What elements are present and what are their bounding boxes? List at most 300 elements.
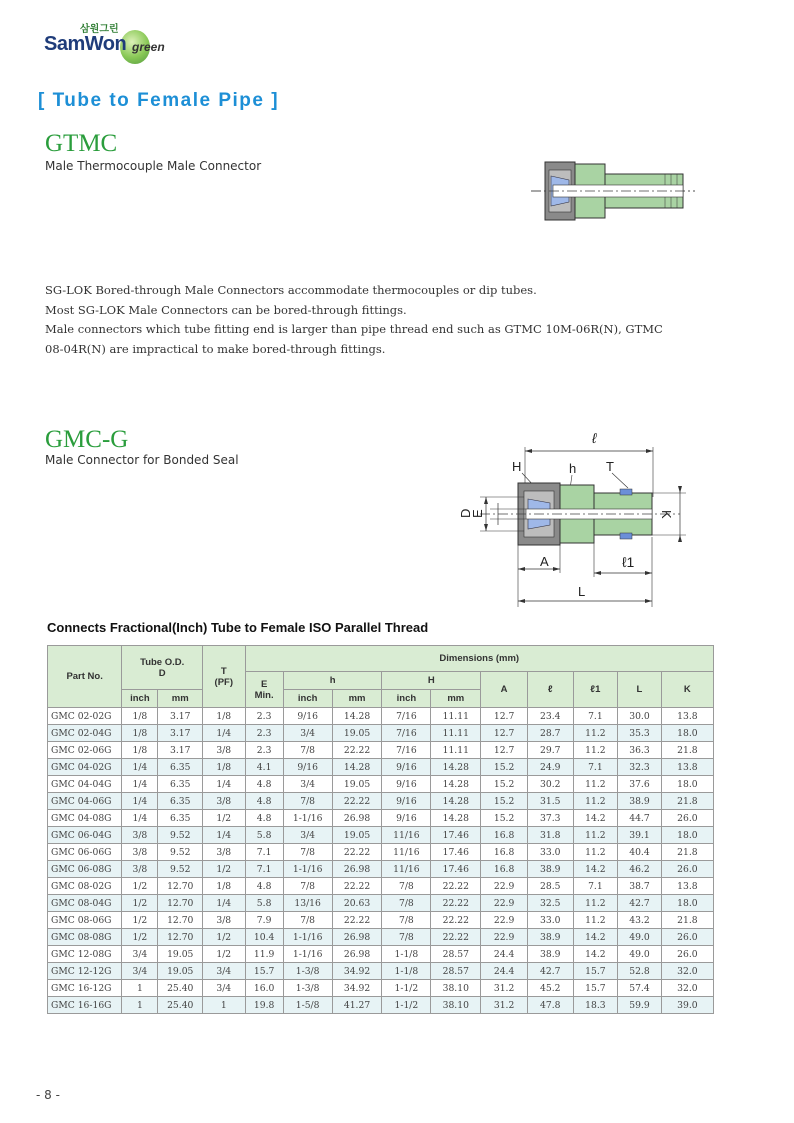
table-cell: 1/2 xyxy=(203,929,245,946)
gmcg-subtitle: Male Connector for Bonded Seal xyxy=(45,453,239,467)
table-cell: 10.4 xyxy=(245,929,283,946)
table-cell: 9/16 xyxy=(382,759,431,776)
table-cell: 21.8 xyxy=(661,844,713,861)
table-cell: 7/16 xyxy=(382,708,431,725)
table-cell: 19.05 xyxy=(332,827,382,844)
table-cell: 22.9 xyxy=(481,878,528,895)
gmcg-model-code: GMC-G xyxy=(45,426,129,453)
table-cell: 26.0 xyxy=(661,946,713,963)
header-k: K xyxy=(661,672,713,708)
table-cell: 11/16 xyxy=(382,861,431,878)
table-cell: 1-1/16 xyxy=(283,810,332,827)
table-cell: 6.35 xyxy=(158,776,203,793)
table-cell: 32.3 xyxy=(618,759,662,776)
table-cell: 3/8 xyxy=(122,861,158,878)
dim-label-K: K xyxy=(659,510,674,519)
table-cell: 1 xyxy=(122,980,158,997)
table-cell: 7/8 xyxy=(283,793,332,810)
table-cell: 1/4 xyxy=(122,776,158,793)
header-tube-od xyxy=(122,646,203,690)
dim-label-l: ℓ xyxy=(592,430,597,446)
table-cell: 11.2 xyxy=(573,895,618,912)
header-L: L xyxy=(618,672,662,708)
table-cell: 2.3 xyxy=(245,725,283,742)
table-cell: 1/2 xyxy=(122,895,158,912)
part-number-cell: GMC 04-02G xyxy=(48,759,122,776)
table-cell: 14.28 xyxy=(431,793,481,810)
table-cell: 33.0 xyxy=(527,912,573,929)
table-cell: 18.0 xyxy=(661,827,713,844)
table-cell: 26.98 xyxy=(332,861,382,878)
table-row xyxy=(48,708,714,725)
table-cell: 19.05 xyxy=(332,776,382,793)
dim-label-h: h xyxy=(569,461,577,476)
table-cell: 15.2 xyxy=(481,810,528,827)
table-cell: 26.0 xyxy=(661,810,713,827)
table-cell: 1/8 xyxy=(122,742,158,759)
table-cell: 15.2 xyxy=(481,776,528,793)
table-row xyxy=(48,793,714,810)
table-cell: 1-1/2 xyxy=(382,997,431,1014)
table-cell: 12.70 xyxy=(158,878,203,895)
table-cell: 47.8 xyxy=(527,997,573,1014)
table-row xyxy=(48,827,714,844)
table-cell: 1/2 xyxy=(203,946,245,963)
table-cell: 9.52 xyxy=(158,861,203,878)
table-cell: 11.2 xyxy=(573,844,618,861)
table-cell: 26.98 xyxy=(332,929,382,946)
table-cell: 7/8 xyxy=(382,878,431,895)
table-cell: 3.17 xyxy=(158,708,203,725)
table-cell: 7/8 xyxy=(283,742,332,759)
table-cell: 12.70 xyxy=(158,929,203,946)
table-cell: 1 xyxy=(122,997,158,1014)
table-cell: 38.9 xyxy=(618,793,662,810)
table-cell: 26.98 xyxy=(332,810,382,827)
table-cell: 3/4 xyxy=(283,725,332,742)
table-cell: 14.28 xyxy=(431,776,481,793)
table-cell: 1-3/8 xyxy=(283,980,332,997)
table-cell: 13.8 xyxy=(661,759,713,776)
table-cell: 9.52 xyxy=(158,827,203,844)
table-cell: 22.22 xyxy=(332,844,382,861)
table-cell: 1/2 xyxy=(122,878,158,895)
header-h-big: H xyxy=(382,672,481,690)
table-cell: 1-5/8 xyxy=(283,997,332,1014)
table-cell: 18.0 xyxy=(661,725,713,742)
table-cell: 24.4 xyxy=(481,946,528,963)
table-cell: 3.17 xyxy=(158,742,203,759)
table-cell: 11.11 xyxy=(431,708,481,725)
section-title: [ Tube to Female Pipe ] xyxy=(38,90,280,111)
table-row xyxy=(48,861,714,878)
table-cell: 1 xyxy=(203,997,245,1014)
table-cell: 3/4 xyxy=(122,946,158,963)
table-cell: 31.2 xyxy=(481,997,528,1014)
table-row xyxy=(48,742,714,759)
table-cell: 34.92 xyxy=(332,980,382,997)
table-cell: 5.8 xyxy=(245,895,283,912)
table-cell: 12.7 xyxy=(481,708,528,725)
table-cell: 38.9 xyxy=(527,861,573,878)
table-cell: 49.0 xyxy=(618,946,662,963)
dim-label-l1: ℓ1 xyxy=(622,554,635,570)
table-cell: 3/8 xyxy=(122,844,158,861)
part-number-cell: GMC 12-12G xyxy=(48,963,122,980)
table-row xyxy=(48,929,714,946)
table-cell: 3/4 xyxy=(203,963,245,980)
table-row xyxy=(48,759,714,776)
table-cell: 7.1 xyxy=(245,861,283,878)
table-cell: 22.22 xyxy=(431,895,481,912)
table-cell: 1/8 xyxy=(203,759,245,776)
table-cell: 7/8 xyxy=(382,912,431,929)
table-cell: 1/8 xyxy=(122,725,158,742)
table-cell: 3/4 xyxy=(203,980,245,997)
table-cell: 16.8 xyxy=(481,844,528,861)
gtmc-fitting-drawing xyxy=(525,152,700,230)
table-cell: 13/16 xyxy=(283,895,332,912)
table-cell: 18.0 xyxy=(661,895,713,912)
table-cell: 1-1/16 xyxy=(283,861,332,878)
table-cell: 38.10 xyxy=(431,980,481,997)
table-cell: 1/2 xyxy=(203,810,245,827)
table-cell: 12.7 xyxy=(481,725,528,742)
table-cell: 42.7 xyxy=(618,895,662,912)
header-tube-od-label: Tube O.D. xyxy=(140,656,185,668)
table-cell: 9/16 xyxy=(283,708,332,725)
header-e-sub: Min. xyxy=(254,689,274,701)
table-cell: 18.3 xyxy=(573,997,618,1014)
part-number-cell: GMC 08-02G xyxy=(48,878,122,895)
table-cell: 37.6 xyxy=(618,776,662,793)
table-cell: 11.2 xyxy=(573,742,618,759)
table-cell: 20.63 xyxy=(332,895,382,912)
header-inch: inch xyxy=(122,690,158,708)
table-cell: 1/4 xyxy=(203,725,245,742)
description-line: SG-LOK Bored-through Male Connectors accommodate thermocouples or dip tubes. xyxy=(45,283,537,297)
table-cell: 6.35 xyxy=(158,810,203,827)
header-t-sub: (PF) xyxy=(214,676,233,688)
table-cell: 16.0 xyxy=(245,980,283,997)
table-cell: 21.8 xyxy=(661,742,713,759)
table-cell: 14.2 xyxy=(573,861,618,878)
table-cell: 28.57 xyxy=(431,946,481,963)
table-cell: 1-3/8 xyxy=(283,963,332,980)
table-cell: 14.28 xyxy=(431,759,481,776)
table-row xyxy=(48,725,714,742)
table-cell: 15.2 xyxy=(481,759,528,776)
table-cell: 2.3 xyxy=(245,742,283,759)
table-cell: 40.4 xyxy=(618,844,662,861)
table-cell: 6.35 xyxy=(158,759,203,776)
table-cell: 16.8 xyxy=(481,827,528,844)
table-cell: 38.7 xyxy=(618,878,662,895)
table-cell: 22.22 xyxy=(431,929,481,946)
table-cell: 17.46 xyxy=(431,861,481,878)
table-cell: 24.9 xyxy=(527,759,573,776)
table-cell: 1-1/16 xyxy=(283,929,332,946)
logo-brand-text: SamWon xyxy=(44,33,127,55)
table-cell: 1/4 xyxy=(203,776,245,793)
table-cell: 1/4 xyxy=(122,810,158,827)
table-cell: 7.9 xyxy=(245,912,283,929)
table-cell: 1-1/16 xyxy=(283,946,332,963)
table-cell: 45.2 xyxy=(527,980,573,997)
part-number-cell: GMC 16-12G xyxy=(48,980,122,997)
header-inch: inch xyxy=(382,690,431,708)
table-cell: 1/8 xyxy=(122,708,158,725)
table-cell: 11/16 xyxy=(382,844,431,861)
table-cell: 1/2 xyxy=(122,929,158,946)
table-cell: 36.3 xyxy=(618,742,662,759)
table-cell: 32.5 xyxy=(527,895,573,912)
table-cell: 17.46 xyxy=(431,827,481,844)
table-cell: 4.1 xyxy=(245,759,283,776)
header-l1: ℓ1 xyxy=(573,672,618,708)
part-number-cell: GMC 12-08G xyxy=(48,946,122,963)
header-e-label: E xyxy=(260,678,268,690)
part-number-cell: GMC 08-04G xyxy=(48,895,122,912)
table-cell: 29.7 xyxy=(527,742,573,759)
table-cell: 11.9 xyxy=(245,946,283,963)
table-cell: 21.8 xyxy=(661,912,713,929)
table-cell: 1-1/8 xyxy=(382,946,431,963)
table-cell: 46.2 xyxy=(618,861,662,878)
part-number-cell: GMC 16-16G xyxy=(48,997,122,1014)
table-cell: 3.17 xyxy=(158,725,203,742)
part-number-cell: GMC 06-08G xyxy=(48,861,122,878)
table-cell: 24.4 xyxy=(481,963,528,980)
logo-korean-text: 삼원그린 xyxy=(80,24,119,35)
header-mm: mm xyxy=(332,690,382,708)
table-cell: 22.22 xyxy=(431,878,481,895)
table-cell: 9/16 xyxy=(382,810,431,827)
table-cell: 11.2 xyxy=(573,912,618,929)
table-cell: 11.2 xyxy=(573,725,618,742)
table-cell: 30.2 xyxy=(527,776,573,793)
table-cell: 4.8 xyxy=(245,793,283,810)
table-cell: 19.05 xyxy=(158,946,203,963)
header-dimensions: Dimensions (mm) xyxy=(245,646,714,672)
table-cell: 31.5 xyxy=(527,793,573,810)
table-cell: 1/8 xyxy=(203,708,245,725)
logo-suffix-text: green xyxy=(132,40,165,54)
table-cell: 4.8 xyxy=(245,810,283,827)
header-t xyxy=(203,646,245,708)
gtmc-subtitle: Male Thermocouple Male Connector xyxy=(45,159,262,173)
table-cell: 22.22 xyxy=(431,912,481,929)
description-line: Male connectors which tube fitting end is larger than pipe thread end such as GTMC 10M-06R(N), GTMC xyxy=(45,322,663,336)
dimensions-table xyxy=(47,645,714,1014)
table-cell: 22.22 xyxy=(332,742,382,759)
header-t-label: T xyxy=(220,665,227,677)
table-cell: 7/8 xyxy=(283,912,332,929)
table-cell: 15.7 xyxy=(573,963,618,980)
page-number: - 8 - xyxy=(36,1088,60,1102)
table-row xyxy=(48,963,714,980)
table-cell: 18.0 xyxy=(661,776,713,793)
table-cell: 15.7 xyxy=(245,963,283,980)
company-logo xyxy=(44,20,184,70)
part-number-cell: GMC 04-06G xyxy=(48,793,122,810)
table-cell: 11.2 xyxy=(573,776,618,793)
part-number-cell: GMC 02-06G xyxy=(48,742,122,759)
table-cell: 4.8 xyxy=(245,878,283,895)
header-tube-od-symbol: D xyxy=(158,667,166,679)
table-cell: 14.28 xyxy=(332,708,382,725)
table-cell: 1-1/2 xyxy=(382,980,431,997)
table-cell: 9/16 xyxy=(283,759,332,776)
table-cell: 15.7 xyxy=(573,980,618,997)
table-cell: 7.1 xyxy=(573,708,618,725)
table-cell: 38.9 xyxy=(527,929,573,946)
part-number-cell: GMC 02-02G xyxy=(48,708,122,725)
table-cell: 52.8 xyxy=(618,963,662,980)
table-cell: 41.27 xyxy=(332,997,382,1014)
description-line: Most SG-LOK Male Connectors can be bored-through fittings. xyxy=(45,302,407,317)
table-cell: 39.1 xyxy=(618,827,662,844)
table-cell: 2.3 xyxy=(245,708,283,725)
table-cell: 1-1/8 xyxy=(382,963,431,980)
table-cell: 31.8 xyxy=(527,827,573,844)
gtmc-model-code: GTMC xyxy=(45,130,118,157)
table-cell: 21.8 xyxy=(661,793,713,810)
header-part-no: Part No. xyxy=(48,646,122,708)
table-cell: 1/2 xyxy=(203,861,245,878)
header-mm: mm xyxy=(431,690,481,708)
table-cell: 25.40 xyxy=(158,997,203,1014)
table-cell: 22.22 xyxy=(332,912,382,929)
table-cell: 7/16 xyxy=(382,742,431,759)
table-cell: 28.5 xyxy=(527,878,573,895)
header-mm: mm xyxy=(158,690,203,708)
table-cell: 15.2 xyxy=(481,793,528,810)
table-cell: 22.9 xyxy=(481,912,528,929)
table-cell: 7.1 xyxy=(573,878,618,895)
gmcg-dimension-drawing xyxy=(440,425,690,610)
table-row xyxy=(48,997,714,1014)
table-cell: 17.46 xyxy=(431,844,481,861)
table-cell: 1/4 xyxy=(122,759,158,776)
dim-label-A: A xyxy=(540,554,549,569)
table-cell: 1/2 xyxy=(122,912,158,929)
table-row xyxy=(48,980,714,997)
header-inch: inch xyxy=(283,690,332,708)
table-title: Connects Fractional(Inch) Tube to Female ISO Parallel Thread xyxy=(47,620,429,635)
table-cell: 1/4 xyxy=(203,827,245,844)
table-row xyxy=(48,776,714,793)
table-cell: 30.0 xyxy=(618,708,662,725)
table-body xyxy=(48,708,714,1014)
table-cell: 37.3 xyxy=(527,810,573,827)
part-number-cell: GMC 08-06G xyxy=(48,912,122,929)
table-cell: 3/8 xyxy=(203,912,245,929)
table-row xyxy=(48,912,714,929)
table-cell: 11.11 xyxy=(431,725,481,742)
table-cell: 26.98 xyxy=(332,946,382,963)
table-row xyxy=(48,844,714,861)
table-cell: 7/8 xyxy=(283,844,332,861)
part-number-cell: GMC 06-04G xyxy=(48,827,122,844)
description-line: 08-04R(N) are impractical to make bored-through fittings. xyxy=(45,341,386,356)
table-cell: 22.22 xyxy=(332,793,382,810)
table-cell: 16.8 xyxy=(481,861,528,878)
table-cell: 12.70 xyxy=(158,912,203,929)
table-cell: 32.0 xyxy=(661,963,713,980)
table-cell: 7/16 xyxy=(382,725,431,742)
table-cell: 12.70 xyxy=(158,895,203,912)
table-cell: 11.11 xyxy=(431,742,481,759)
table-cell: 9/16 xyxy=(382,793,431,810)
table-cell: 38.9 xyxy=(527,946,573,963)
table-cell: 9/16 xyxy=(382,776,431,793)
table-cell: 44.7 xyxy=(618,810,662,827)
part-number-cell: GMC 08-08G xyxy=(48,929,122,946)
dim-label-H: H xyxy=(512,459,522,474)
table-cell: 38.10 xyxy=(431,997,481,1014)
table-cell: 13.8 xyxy=(661,878,713,895)
table-cell: 39.0 xyxy=(661,997,713,1014)
part-number-cell: GMC 04-04G xyxy=(48,776,122,793)
table-cell: 11/16 xyxy=(382,827,431,844)
table-cell: 1/4 xyxy=(203,895,245,912)
table-cell: 3/8 xyxy=(203,844,245,861)
table-cell: 28.7 xyxy=(527,725,573,742)
header-e xyxy=(245,672,283,708)
table-cell: 3/8 xyxy=(203,742,245,759)
table-cell: 7/8 xyxy=(382,895,431,912)
header-h-small: h xyxy=(283,672,382,690)
table-row xyxy=(48,895,714,912)
table-cell: 57.4 xyxy=(618,980,662,997)
table-cell: 49.0 xyxy=(618,929,662,946)
table-cell: 14.28 xyxy=(431,810,481,827)
table-cell: 3/8 xyxy=(203,793,245,810)
table-cell: 12.7 xyxy=(481,742,528,759)
part-number-cell: GMC 04-08G xyxy=(48,810,122,827)
table-cell: 26.0 xyxy=(661,929,713,946)
table-cell: 3/4 xyxy=(283,827,332,844)
table-cell: 22.9 xyxy=(481,929,528,946)
dim-label-D: D xyxy=(458,508,473,518)
table-cell: 14.2 xyxy=(573,946,618,963)
table-cell: 35.3 xyxy=(618,725,662,742)
table-cell: 19.05 xyxy=(158,963,203,980)
table-cell: 19.8 xyxy=(245,997,283,1014)
header-a: A xyxy=(481,672,528,708)
table-cell: 32.0 xyxy=(661,980,713,997)
table-cell: 7/8 xyxy=(382,929,431,946)
table-cell: 5.8 xyxy=(245,827,283,844)
table-cell: 1/8 xyxy=(203,878,245,895)
header-l: ℓ xyxy=(527,672,573,708)
table-cell: 43.2 xyxy=(618,912,662,929)
dim-label-E: E xyxy=(470,509,485,518)
table-cell: 42.7 xyxy=(527,963,573,980)
table-cell: 3/4 xyxy=(283,776,332,793)
table-cell: 28.57 xyxy=(431,963,481,980)
table-cell: 34.92 xyxy=(332,963,382,980)
table-cell: 14.2 xyxy=(573,929,618,946)
table-cell: 7.1 xyxy=(245,844,283,861)
part-number-cell: GMC 06-06G xyxy=(48,844,122,861)
part-number-cell: GMC 02-04G xyxy=(48,725,122,742)
table-cell: 25.40 xyxy=(158,980,203,997)
table-cell: 11.2 xyxy=(573,827,618,844)
table-cell: 23.4 xyxy=(527,708,573,725)
table-cell: 26.0 xyxy=(661,861,713,878)
